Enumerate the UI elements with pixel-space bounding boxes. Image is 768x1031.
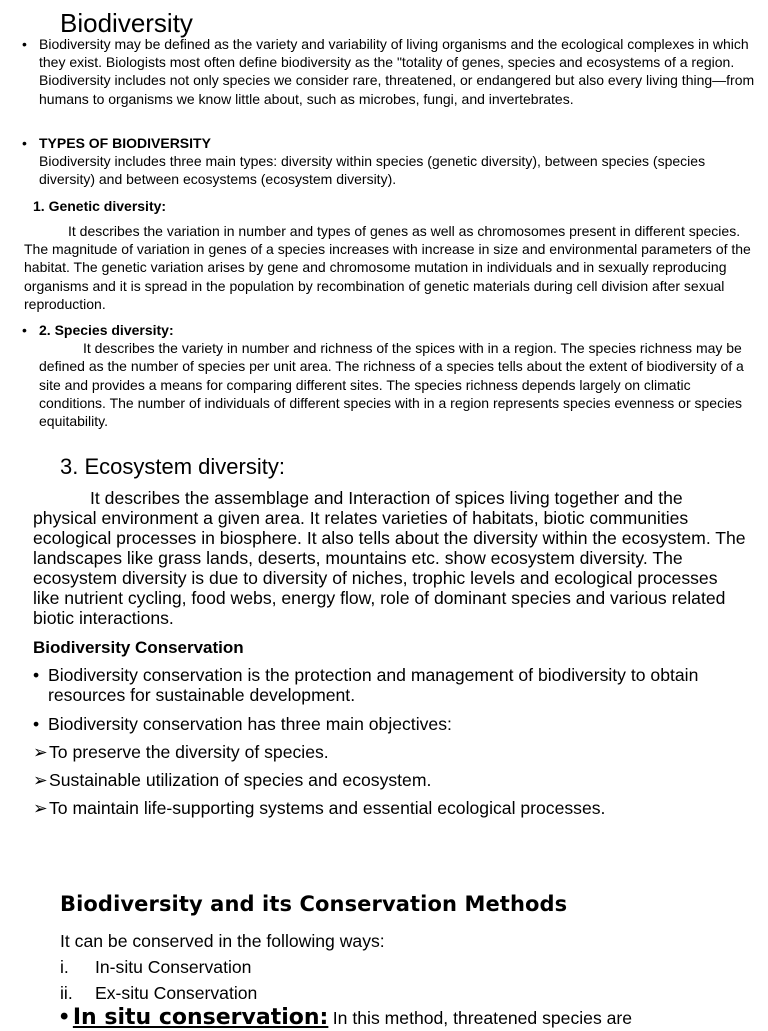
objective-text: To preserve the diversity of species.	[49, 742, 329, 762]
species-text: It describes the variety in number and richness of the spices with in a region. The species richness may be defined as the number of species per unit area. The richness of a species tells about the extent of biodiversity of a site and provides a means for comparing different sites. The species richness depends largely on climatic conditions. The number of individuals of different species with in a region represents species evenness or species equitability.	[39, 340, 744, 430]
conservation-heading: Biodiversity Conservation	[33, 638, 244, 657]
arrow-bullet-icon: ➢	[33, 742, 48, 762]
bullet-marker: •	[33, 714, 40, 734]
insitu-heading: In situ conservation:	[72, 1005, 329, 1030]
bullet-marker: •	[22, 322, 27, 338]
types-section	[22, 134, 758, 189]
genetic-text: It describes the variation in number and types of genes as well as chromosomes present in different species. The magnitude of variation in genes of a species increases with increase in size and environmental parameters of the habitat. The genetic variation arises by gene and chromosome mutation in individuals and in sexually reproducing organisms and it is spread in the population by recombination of genetic materials during cell division after sexual reproduction.	[24, 223, 751, 312]
objective-item	[33, 797, 605, 819]
method-number: ii.	[60, 983, 73, 1003]
methods-heading: Biodiversity and its Conservation Methods	[60, 892, 568, 916]
intro-text: Biodiversity may be defined as the variety and variability of living organisms and the ecological complexes in which they exist. Biologists most often define biodiversity as the "totality of genes, species and ecosystems of a region. Biodiversity includes not only species we consider rare, threatened, or endangered but also every living thing—from humans to organisms we know little about, such as microbes, fungi, and invertebrates.	[39, 36, 755, 107]
conservation-bullet-text: Biodiversity conservation is the protection and management of biodiversity to obtain resources for sustainable development.	[48, 665, 699, 705]
bullet-marker: •	[22, 135, 27, 151]
bullet-marker: •	[22, 36, 27, 52]
method-item	[60, 982, 257, 1004]
insitu-line	[60, 1003, 632, 1031]
method-item	[60, 956, 251, 978]
types-heading: TYPES OF BIODIVERSITY	[39, 135, 211, 151]
genetic-heading: 1. Genetic diversity:	[33, 198, 167, 214]
page-title: Biodiversity	[60, 8, 193, 38]
ecosystem-heading: 3. Ecosystem diversity:	[60, 454, 285, 479]
method-label: In-situ Conservation	[95, 957, 252, 977]
insitu-text: In this method, threatened species are	[332, 1008, 633, 1028]
conservation-bullet-2	[33, 714, 733, 734]
arrow-bullet-icon: ➢	[33, 770, 48, 790]
arrow-bullet-icon: ➢	[33, 798, 48, 818]
conservation-bullet-text: Biodiversity conservation has three main objectives:	[48, 714, 452, 734]
types-text: Biodiversity includes three main types: diversity within species (genetic diversity), between species (species diversity) and between ecosystems (ecosystem diversity).	[39, 153, 706, 188]
bullet-marker: •	[60, 1003, 69, 1030]
conservation-bullet-1	[33, 665, 733, 705]
species-heading: 2. Species diversity:	[39, 322, 174, 338]
method-number: i.	[60, 957, 69, 977]
objective-text: To maintain life-supporting systems and essential ecological processes.	[49, 798, 606, 818]
objective-item	[33, 741, 329, 763]
intro-paragraph	[22, 35, 758, 108]
ecosystem-text: It describes the assemblage and Interaction of spices living together and the physical environment a given area. It relates varieties of habitats, biotic communities ecological processes in biosphere. It also tells about the diversity within the ecosystem. The landscapes like grass lands, deserts, mountains etc. show ecosystem diversity. The ecosystem diversity is due to diversity of niches, trophic levels and ecological processes like nutrient cycling, food webs, energy flow, role of dominant species and various related biotic interactions.	[33, 488, 746, 628]
methods-intro: It can be conserved in the following ways:	[60, 931, 385, 951]
species-section	[22, 321, 758, 430]
method-label: Ex-situ Conservation	[95, 983, 258, 1003]
objective-item	[33, 769, 431, 791]
bullet-marker: •	[33, 665, 40, 685]
objective-text: Sustainable utilization of species and ecosystem.	[49, 770, 432, 790]
